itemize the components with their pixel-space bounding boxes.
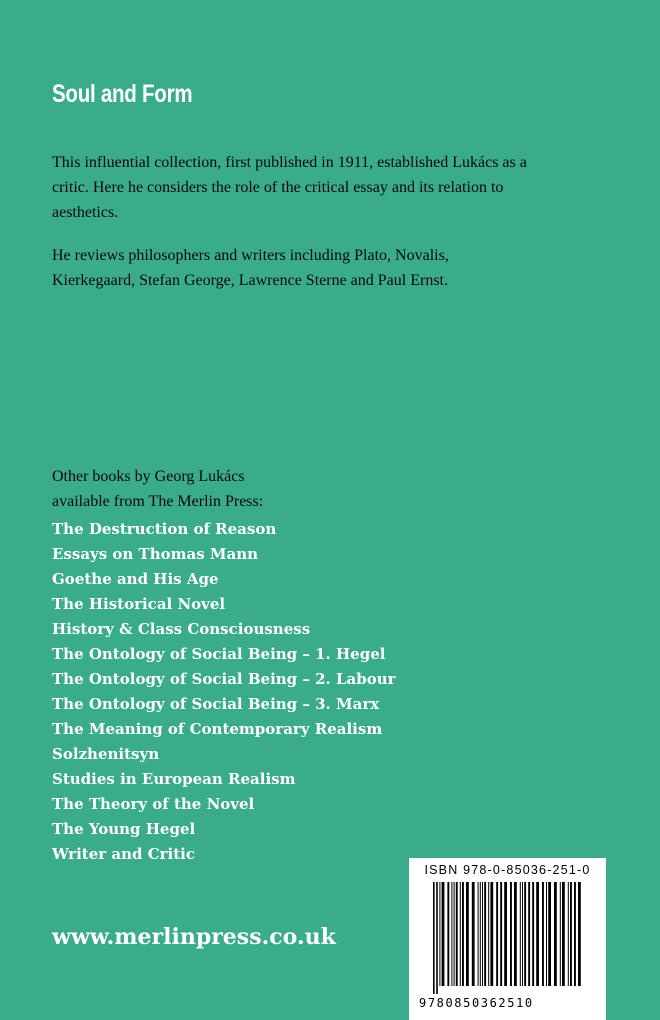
list-item: The Historical Novel	[52, 595, 226, 613]
book-title: Soul and Form	[52, 80, 193, 108]
list-item: The Young Hegel	[52, 820, 196, 838]
barcode-bar	[451, 882, 452, 986]
barcode-bar	[436, 882, 438, 994]
barcode-bar	[460, 882, 461, 986]
barcode-bar	[472, 882, 475, 986]
isbn-barcode	[409, 858, 606, 1020]
barcode-bar	[454, 882, 455, 986]
barcode-bar	[447, 882, 449, 986]
barcode-bar	[439, 882, 440, 986]
barcode-bar	[548, 882, 551, 986]
description-paragraph-2: He reviews philosophers and writers including Plato, Novalis, Kierkegaard, Stefan George, Lawrence Sterne and Paul Ernst.	[52, 247, 449, 289]
barcode-bar	[482, 882, 483, 986]
list-item: History & Class Consciousness	[52, 620, 311, 638]
barcode-bar	[578, 882, 581, 986]
publisher-website: www.merlinpress.co.uk	[52, 924, 336, 950]
list-item: Goethe and His Age	[52, 570, 219, 588]
isbn-label: ISBN 978-0-85036-251-0	[424, 863, 591, 877]
list-item: Writer and Critic	[52, 845, 196, 863]
barcode-bar	[510, 882, 512, 986]
barcode-bar	[546, 882, 547, 986]
list-item: The Meaning of Contemporary Realism	[52, 720, 383, 738]
barcode-bar	[568, 882, 569, 986]
barcode-bar	[488, 882, 489, 986]
other-books-heading-line-2: available from The Merlin Press:	[52, 493, 264, 510]
barcode-bar	[466, 882, 469, 986]
barcode-bar	[562, 882, 565, 986]
barcode-bar	[514, 882, 517, 986]
barcode-bar	[524, 882, 526, 986]
barcode-bar	[574, 882, 576, 986]
barcode-bar	[560, 882, 561, 986]
barcode-bar	[528, 882, 530, 986]
barcode-icon	[431, 882, 589, 994]
barcode-bar	[478, 882, 479, 986]
barcode-bar	[484, 882, 486, 986]
other-books-heading	[52, 464, 512, 514]
barcode-bar	[462, 882, 464, 986]
list-item: Essays on Thomas Mann	[52, 545, 259, 563]
barcode-bar	[520, 882, 521, 986]
list-item: The Ontology of Social Being – 2. Labour	[52, 670, 396, 688]
ean-digits: 9780850362510	[419, 996, 534, 1010]
barcode-bar	[496, 882, 498, 986]
list-item: Studies in European Realism	[52, 770, 296, 788]
barcode-bar	[536, 882, 539, 986]
barcode-bar	[542, 882, 544, 986]
description-paragraph-1: This influential collection, first published in 1911, established Lukács as a critic. Here he considers the role of the critical essay and its relation to aesthetics.	[52, 154, 527, 221]
barcode-bar	[522, 882, 523, 986]
list-item: Solzhenitsyn	[52, 745, 160, 763]
list-item: The Ontology of Social Being – 1. Hegel	[52, 645, 386, 663]
list-item: The Destruction of Reason	[52, 520, 277, 538]
other-books-list	[52, 517, 396, 867]
barcode-bar	[490, 882, 493, 986]
barcode-bar	[480, 882, 481, 986]
barcode-bar	[433, 882, 435, 994]
list-item: The Theory of the Novel	[52, 795, 255, 813]
list-item: The Ontology of Social Being – 3. Marx	[52, 695, 380, 713]
barcode-bar	[554, 882, 557, 986]
barcode-bar	[570, 882, 572, 986]
barcode-bar	[442, 882, 445, 986]
other-books-heading-line-1: Other books by Georg Lukács	[52, 468, 245, 485]
barcode-bar	[532, 882, 534, 986]
barcode-bar	[504, 882, 507, 986]
book-description	[52, 150, 532, 293]
barcode-bar	[500, 882, 502, 986]
barcode-bar	[456, 882, 458, 986]
